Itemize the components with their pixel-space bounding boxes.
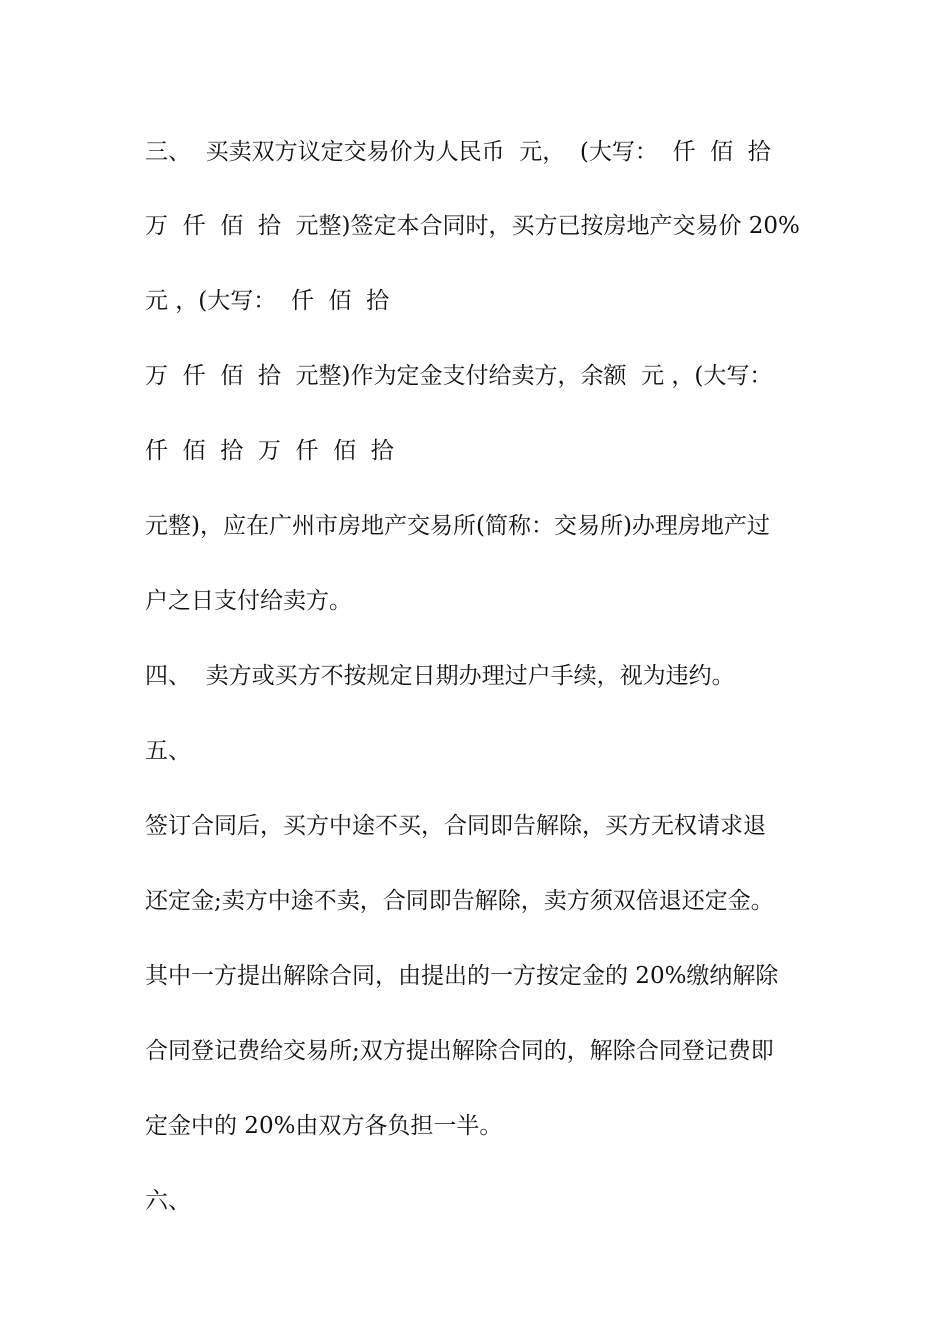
clause-4-line-1: 四、 卖方或买方不按规定日期办理过户手续，视为违约。 (145, 663, 735, 689)
clause-6-heading: 六、 (145, 1188, 191, 1214)
clause-3-line-5: 仟 佰 拾 万 仟 佰 拾 (145, 438, 394, 464)
clause-5-line-2: 还定金;卖方中途不卖，合同即告解除，卖方须双倍退还定金。 (145, 888, 774, 914)
clause-5-heading: 五、 (145, 738, 191, 764)
clause-3-line-1: 三、 买卖双方议定交易价为人民币 元， (大写： 仟 佰 拾 (145, 139, 771, 165)
clause-3-line-3: 元 ，(大写： 仟 佰 拾 (145, 288, 390, 314)
clause-5-line-5: 定金中的 20%由双方各负担一半。 (145, 1113, 503, 1139)
clause-5-line-1: 签订合同后，买方中途不买，合同即告解除，买方无权请求退 (145, 813, 766, 839)
clause-5-line-3: 其中一方提出解除合同，由提出的一方按定金的 20%缴纳解除 (145, 963, 779, 989)
clause-5-line-4: 合同登记费给交易所;双方提出解除合同的，解除合同登记费即 (145, 1038, 774, 1064)
clause-3-line-4: 万 仟 佰 拾 元整)作为定金支付给卖方，余额 元 ，(大写： (145, 363, 773, 389)
clause-3-line-6: 元整)，应在广州市房地产交易所(简称：交易所)办理房地产过 (145, 513, 770, 539)
clause-3-line-2: 万 仟 佰 拾 元整)签定本合同时，买方已按房地产交易价 20% (145, 213, 800, 239)
clause-3-line-7: 户之日支付给卖方。 (145, 588, 352, 614)
